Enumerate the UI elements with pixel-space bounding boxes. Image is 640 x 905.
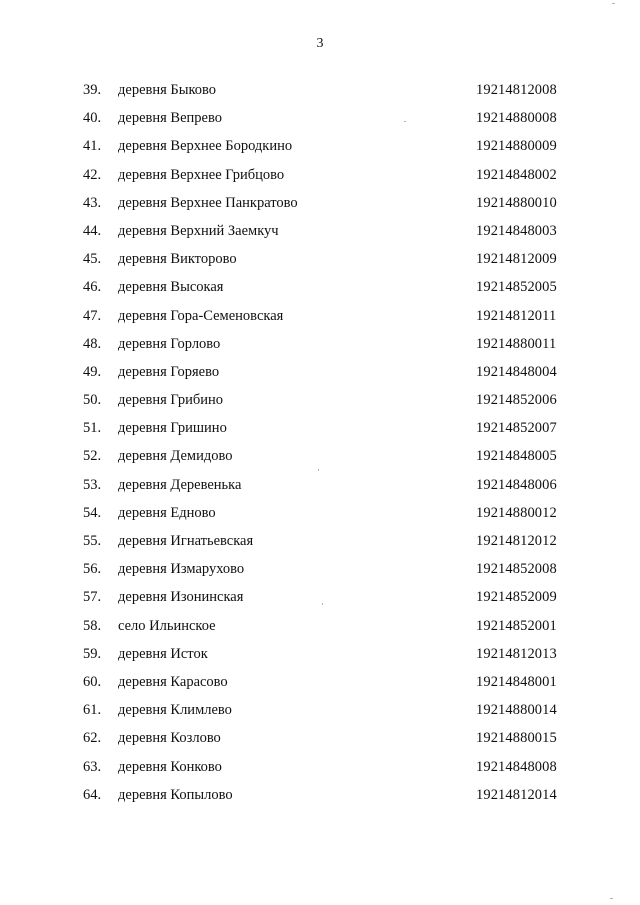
list-item (0, 587, 640, 615)
oktmo-code: 19214852006 (476, 392, 557, 409)
settlement-name: деревня Горлово (118, 335, 221, 352)
oktmo-code: 19214812009 (476, 251, 557, 268)
scan-speck (404, 121, 406, 122)
settlement-name: деревня Викторово (118, 251, 237, 268)
item-number: 52. (83, 448, 102, 465)
item-number: 56. (83, 561, 102, 578)
oktmo-code: 19214848001 (476, 673, 557, 690)
settlement-name: деревня Грибино (118, 392, 224, 409)
oktmo-code: 19214852005 (476, 279, 557, 296)
list-item (0, 616, 640, 644)
settlement-name: деревня Карасово (118, 673, 228, 690)
settlement-name: деревня Копылово (118, 786, 233, 803)
page-number: 3 (316, 36, 324, 51)
oktmo-code: 19214848002 (476, 166, 557, 183)
scan-speck (322, 603, 323, 605)
item-number: 39. (83, 82, 102, 98)
oktmo-code: 19214880008 (476, 110, 557, 127)
list-item (0, 193, 640, 221)
scan-speck (318, 469, 319, 471)
settlement-name: деревня Климлево (118, 702, 232, 719)
item-number: 57. (83, 589, 102, 606)
list-item (0, 475, 640, 503)
item-number: 45. (83, 251, 102, 268)
item-number: 42. (83, 166, 102, 183)
oktmo-code: 19214848006 (476, 476, 557, 493)
oktmo-code: 19214852009 (476, 589, 557, 606)
oktmo-code: 19214848004 (476, 363, 557, 380)
list-item (0, 108, 640, 136)
item-number: 51. (83, 420, 102, 437)
oktmo-code: 19214848008 (476, 758, 557, 775)
scan-speck (612, 3, 615, 4)
list-item (0, 503, 640, 531)
item-number: 64. (83, 786, 102, 803)
oktmo-code: 19214812014 (476, 786, 557, 803)
scan-speck (610, 898, 613, 899)
list-item (0, 672, 640, 700)
settlement-name: деревня Изонинская (118, 589, 244, 606)
oktmo-code: 19214880010 (476, 194, 557, 211)
settlement-name: деревня Исток (118, 645, 208, 662)
settlement-name: деревня Гора-Семеновская (118, 307, 284, 324)
item-number: 41. (83, 138, 102, 155)
list-item (0, 559, 640, 587)
settlement-name: село Ильинское (118, 617, 216, 634)
item-number: 62. (83, 730, 102, 747)
list-item (0, 418, 640, 446)
list-item (0, 362, 640, 390)
settlement-name: деревня Быково (118, 82, 217, 98)
oktmo-code: 19214880012 (476, 504, 557, 521)
oktmo-code: 19214880015 (476, 730, 557, 747)
item-number: 53. (83, 476, 102, 493)
oktmo-code: 19214848003 (476, 222, 557, 239)
oktmo-code: 19214812012 (476, 533, 557, 549)
oktmo-code: 19214852008 (476, 561, 557, 578)
list-item (0, 531, 640, 559)
settlement-list (0, 80, 640, 813)
list-item (0, 390, 640, 418)
settlement-name: деревня Горяево (118, 363, 220, 380)
settlement-name: деревня Демидово (118, 448, 233, 465)
oktmo-code: 19214852001 (476, 617, 557, 634)
oktmo-code: 19214880011 (476, 335, 557, 352)
list-item (0, 306, 640, 334)
list-item (0, 221, 640, 249)
item-number: 49. (83, 363, 102, 380)
list-item (0, 785, 640, 813)
oktmo-code: 19214848005 (476, 448, 557, 465)
list-item (0, 165, 640, 193)
item-number: 60. (83, 673, 102, 690)
list-item (0, 249, 640, 277)
item-number: 40. (83, 110, 102, 127)
item-number: 43. (83, 194, 102, 211)
list-item (0, 277, 640, 305)
item-number: 58. (83, 617, 102, 634)
settlement-name: деревня Верхнее Бородкино (118, 138, 293, 155)
oktmo-code: 19214852007 (476, 420, 557, 437)
list-item (0, 757, 640, 785)
item-number: 46. (83, 279, 102, 296)
list-item (0, 644, 640, 672)
oktmo-code: 19214812011 (476, 307, 557, 324)
list-item (0, 446, 640, 474)
item-number: 48. (83, 335, 102, 352)
settlement-name: деревня Высокая (118, 279, 224, 296)
item-number: 63. (83, 758, 102, 775)
settlement-name: деревня Игнатьевская (118, 533, 254, 549)
settlement-name: деревня Вепрево (118, 110, 222, 127)
list-item (0, 700, 640, 728)
oktmo-code: 19214812008 (476, 82, 557, 98)
item-number: 61. (83, 702, 102, 719)
settlement-name: деревня Измарухово (118, 561, 245, 578)
list-item (0, 80, 640, 108)
item-number: 50. (83, 392, 102, 409)
item-number: 47. (83, 307, 102, 324)
settlement-name: деревня Гришино (118, 420, 227, 437)
list-item (0, 334, 640, 362)
settlement-name: деревня Козлово (118, 730, 221, 747)
settlement-name: деревня Едново (118, 504, 216, 521)
item-number: 59. (83, 645, 102, 662)
item-number: 55. (83, 533, 102, 549)
settlement-name: деревня Верхнее Панкратово (118, 194, 298, 211)
settlement-name: деревня Верхнее Грибцово (118, 166, 285, 183)
item-number: 54. (83, 504, 102, 521)
list-item (0, 728, 640, 756)
settlement-name: деревня Деревенька (118, 476, 242, 493)
oktmo-code: 19214880014 (476, 702, 557, 719)
oktmo-code: 19214812013 (476, 645, 557, 662)
settlement-name: деревня Конково (118, 758, 222, 775)
list-item (0, 136, 640, 164)
oktmo-code: 19214880009 (476, 138, 557, 155)
item-number: 44. (83, 222, 102, 239)
settlement-name: деревня Верхний Заемкуч (118, 222, 279, 239)
